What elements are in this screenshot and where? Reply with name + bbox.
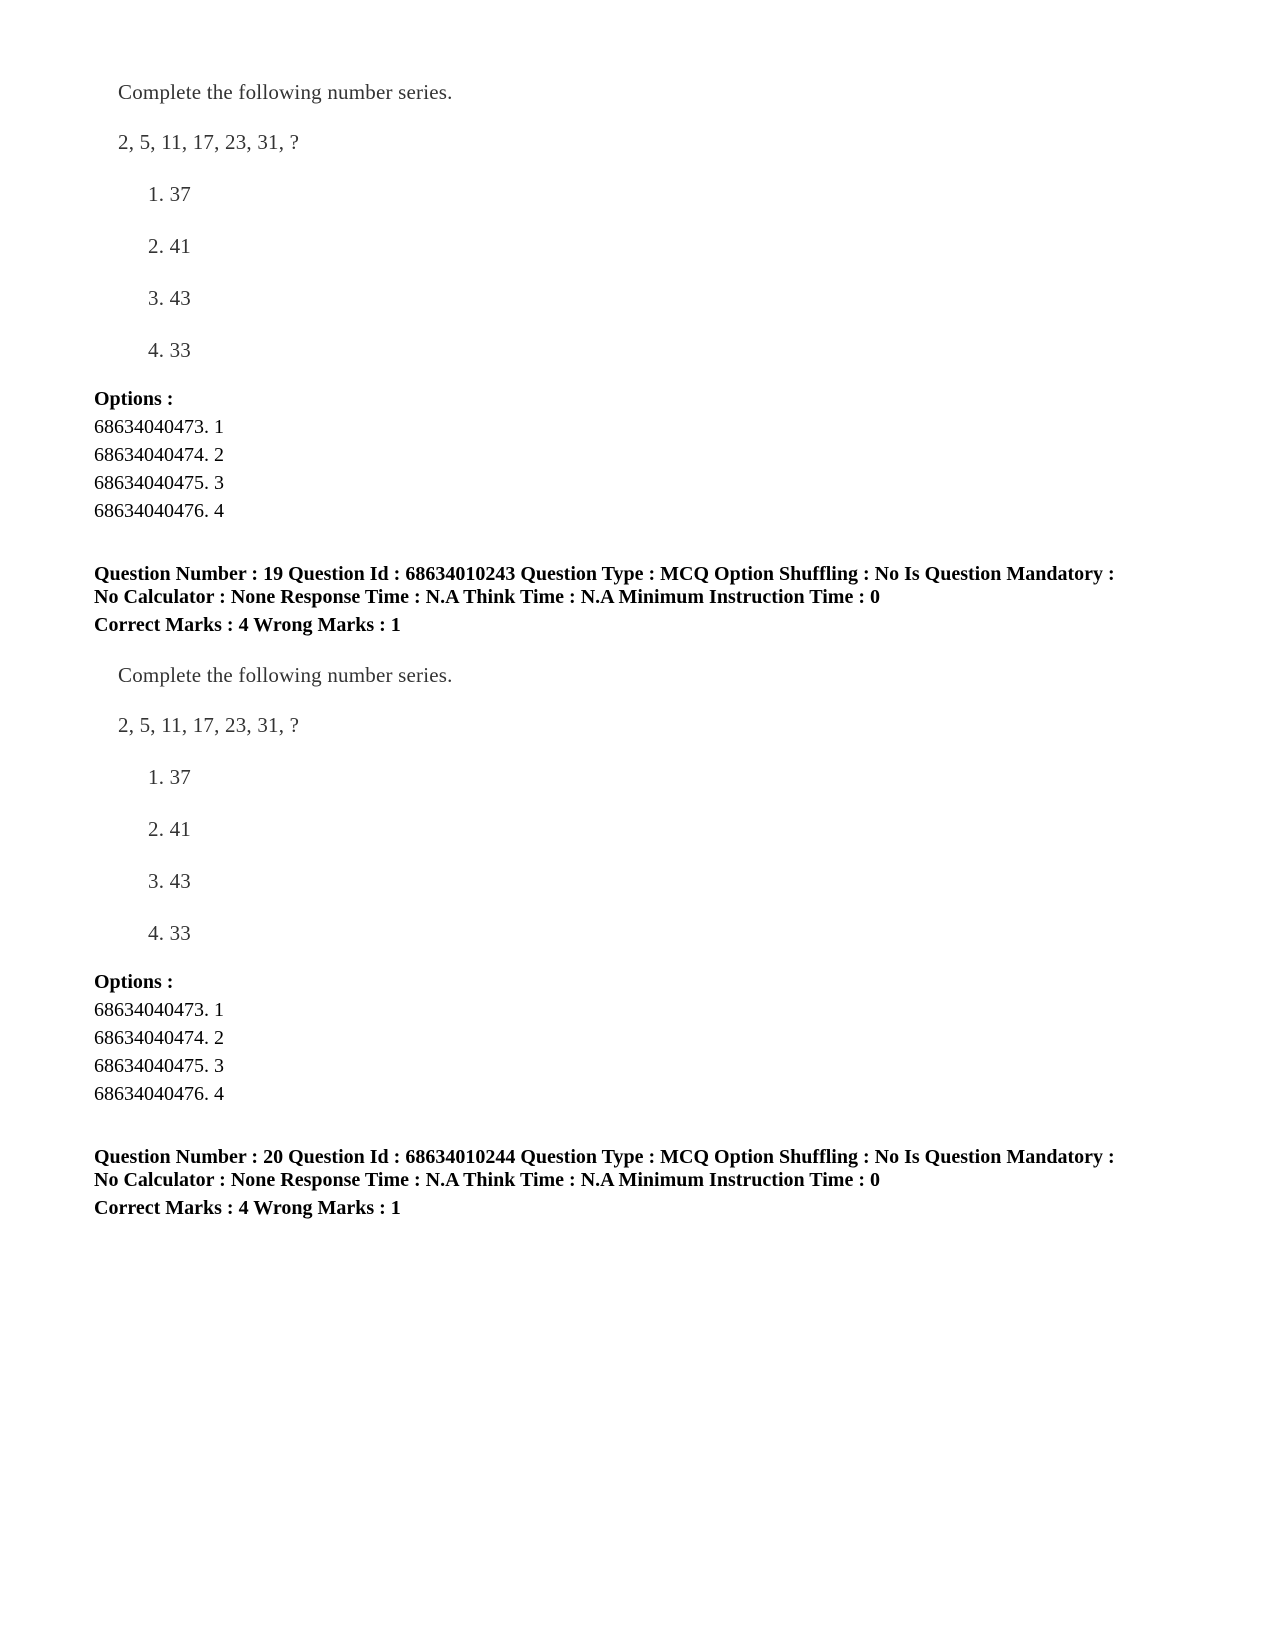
question-prompt: Complete the following number series. — [118, 80, 453, 104]
question-19-marks: Correct Marks : 4 Wrong Marks : 1 — [94, 614, 401, 636]
option-2: 68634040474. 2 — [94, 1027, 224, 1049]
choice-2: 2. 41 — [148, 817, 191, 841]
option-1: 68634040473. 1 — [94, 416, 224, 438]
choice-2: 2. 41 — [148, 234, 191, 258]
options-label: Options : — [94, 971, 174, 993]
option-4: 68634040476. 4 — [94, 1083, 224, 1105]
question-20-marks: Correct Marks : 4 Wrong Marks : 1 — [94, 1197, 401, 1219]
option-2: 68634040474. 2 — [94, 444, 224, 466]
options-label: Options : — [94, 388, 174, 410]
question-19-header-line2: No Calculator : None Response Time : N.A Think Time : N.A Minimum Instruction Time : 0 — [94, 586, 880, 608]
choice-3: 3. 43 — [148, 286, 191, 310]
question-20-header-line2: No Calculator : None Response Time : N.A Think Time : N.A Minimum Instruction Time : 0 — [94, 1169, 880, 1191]
choice-3: 3. 43 — [148, 869, 191, 893]
option-3: 68634040475. 3 — [94, 1055, 224, 1077]
option-1: 68634040473. 1 — [94, 999, 224, 1021]
choice-1: 1. 37 — [148, 765, 191, 789]
choice-4: 4. 33 — [148, 338, 191, 362]
question-prompt: Complete the following number series. — [118, 663, 453, 687]
choice-4: 4. 33 — [148, 921, 191, 945]
option-3: 68634040475. 3 — [94, 472, 224, 494]
number-series: 2, 5, 11, 17, 23, 31, ? — [118, 130, 300, 154]
question-19-header-line1: Question Number : 19 Question Id : 68634010243 Question Type : MCQ Option Shuffling : No Is Question Mandatory : — [94, 563, 1115, 585]
number-series: 2, 5, 11, 17, 23, 31, ? — [118, 713, 300, 737]
question-20-header-line1: Question Number : 20 Question Id : 68634010244 Question Type : MCQ Option Shuffling : No Is Question Mandatory : — [94, 1146, 1115, 1168]
choice-1: 1. 37 — [148, 182, 191, 206]
option-4: 68634040476. 4 — [94, 500, 224, 522]
